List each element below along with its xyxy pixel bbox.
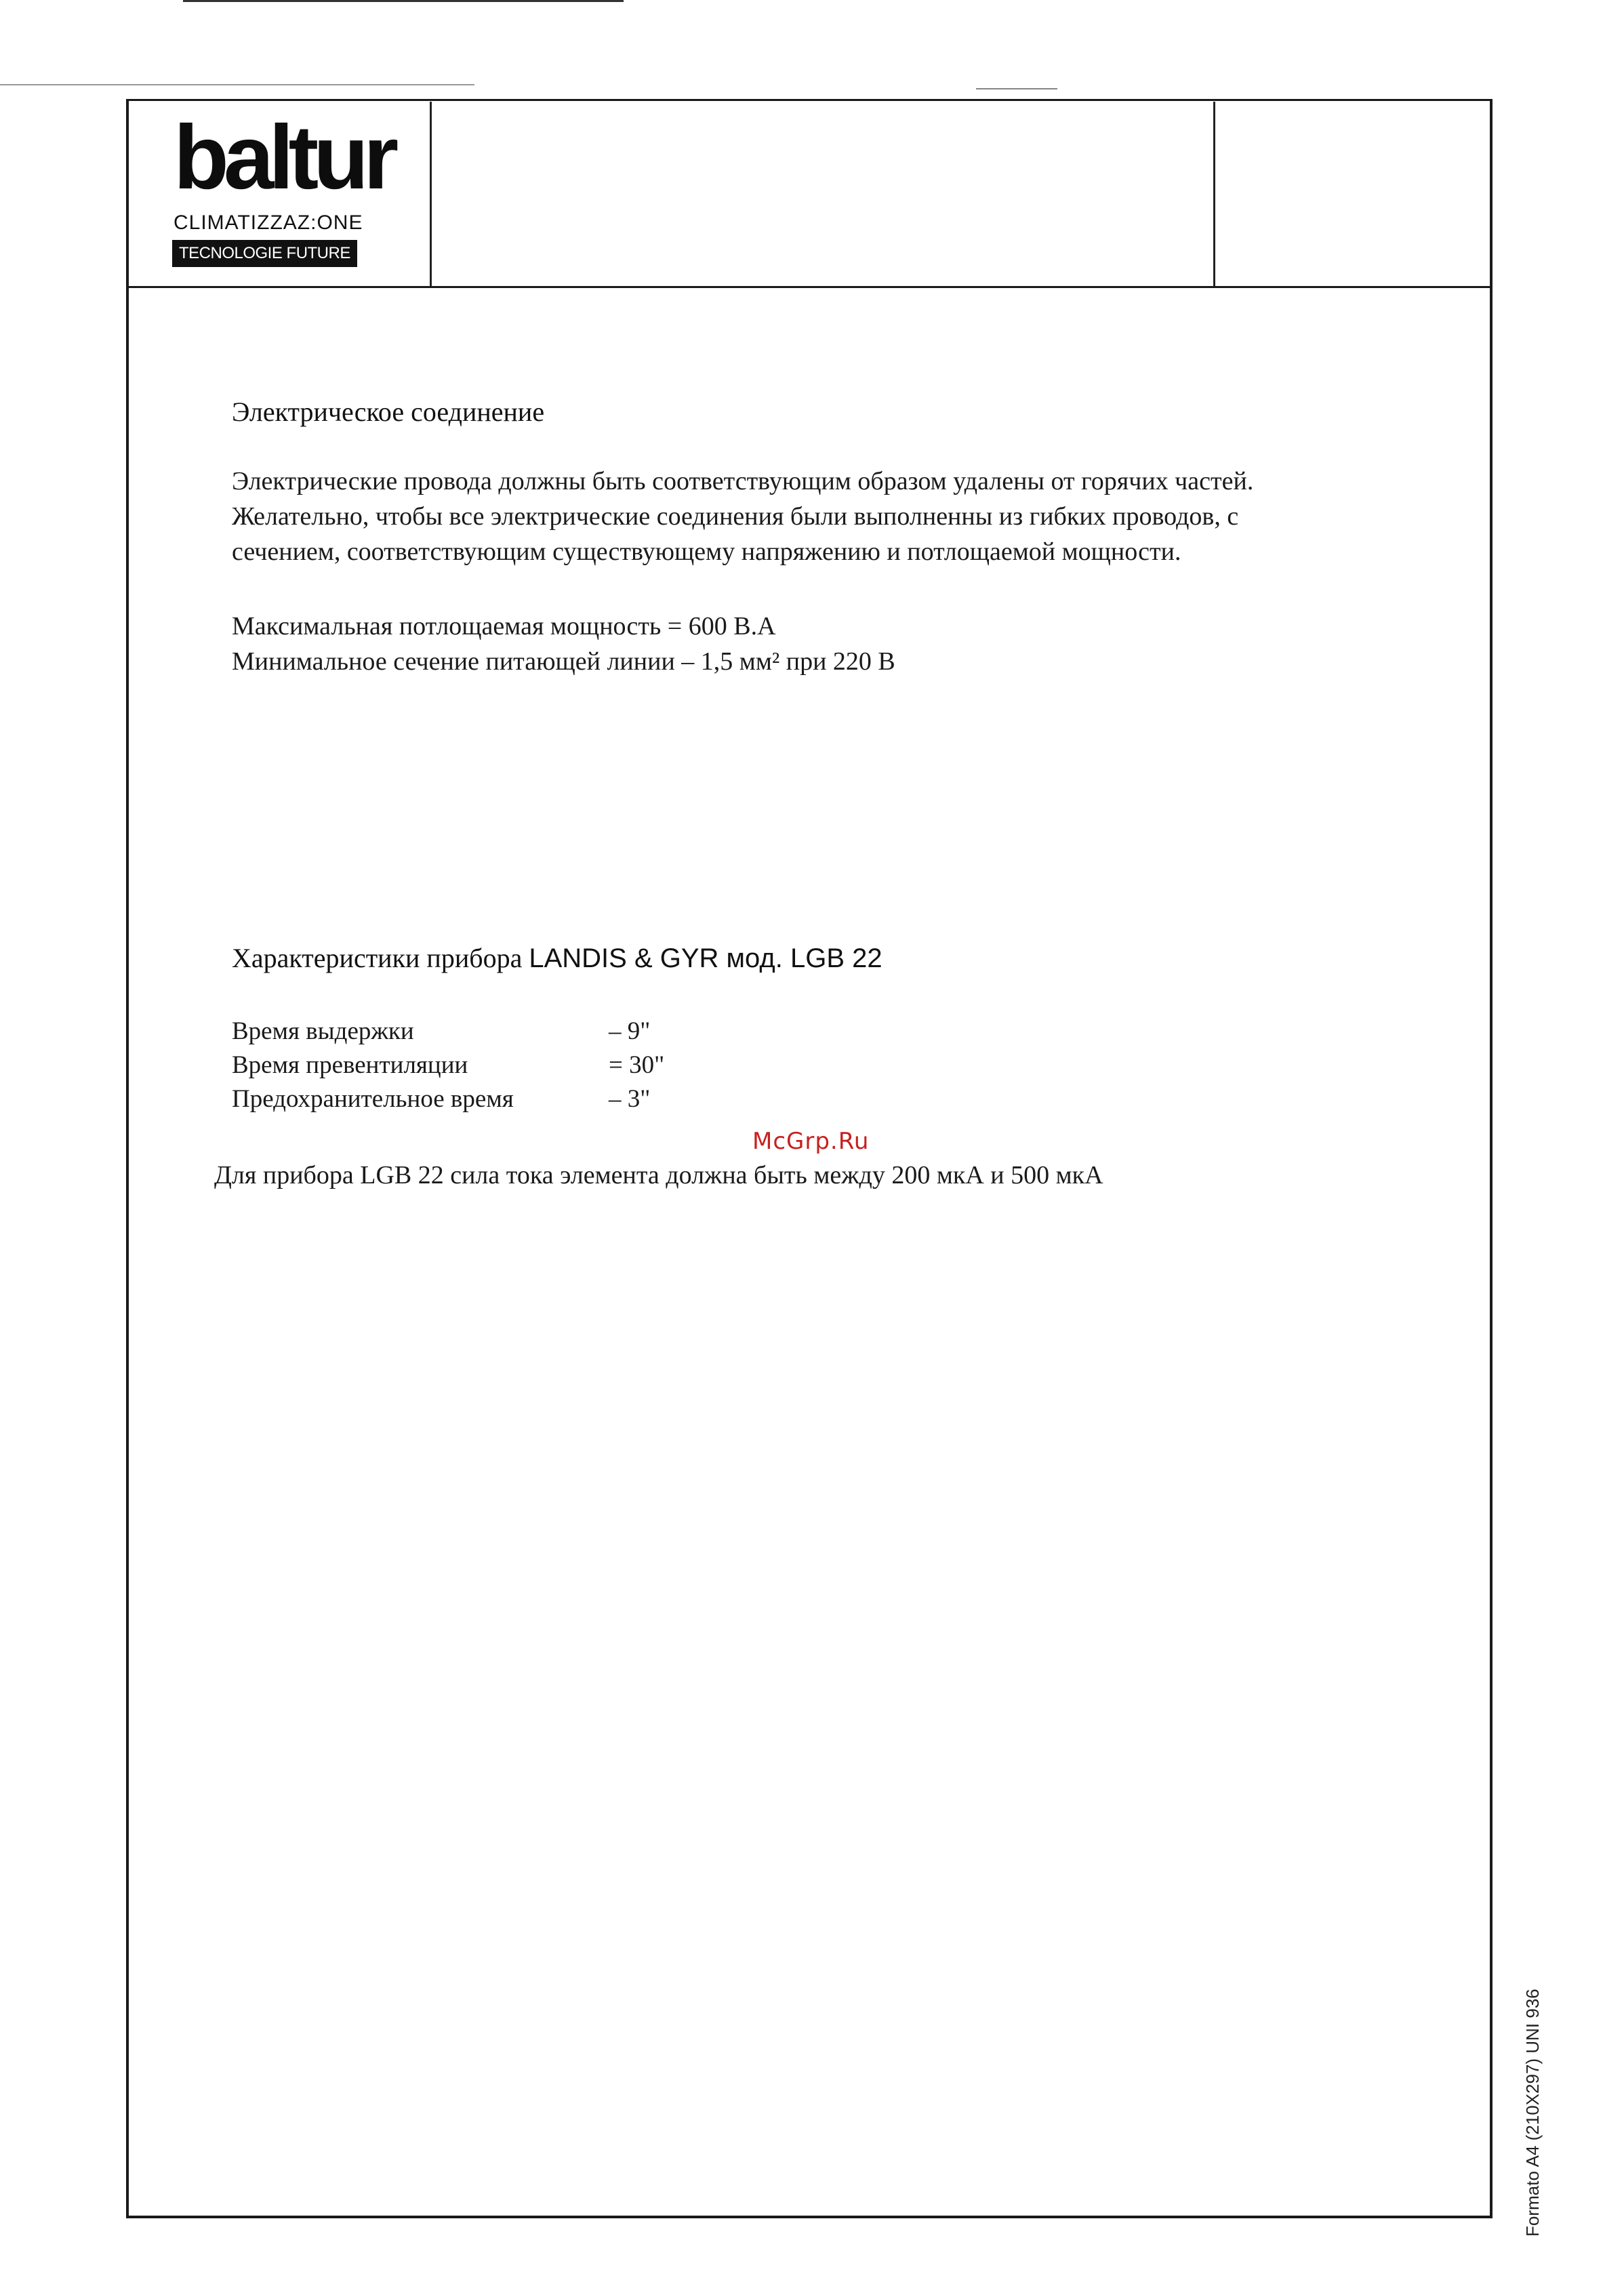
spec-label: Время выдержки (232, 1017, 414, 1045)
baltur-logo (174, 107, 411, 274)
min-section-line: Минимальное сечение питающей линии – 1,5 мм² при 220 В (232, 647, 895, 676)
spec-value: – 9" (609, 1017, 651, 1045)
device-section-title (232, 942, 882, 974)
spec-row (232, 1084, 651, 1114)
scan-artifact (0, 84, 474, 85)
device-note: Для прибора LGB 22 сила тока элемента должна быть между 200 мкА и 500 мкА (214, 1161, 1103, 1189)
logo-tagline: CLIMATIZZAZ:ONE (174, 211, 363, 234)
electrical-text-line-2: Желательно, чтобы все электрические соединения были выполненны из гибких проводов, с (232, 502, 1239, 531)
scan-artifact (183, 0, 624, 2)
spec-value: = 30" (609, 1051, 665, 1079)
format-label: Formato A4 (210X297) UNI 936 (1522, 1989, 1543, 2237)
logo-wordmark: baltur (174, 107, 394, 208)
spec-row (232, 1017, 651, 1046)
watermark: McGrp.Ru (752, 1128, 870, 1155)
spec-value: – 3" (609, 1085, 651, 1113)
electrical-text-line-1: Электрические провода должны быть соответствующим образом удалены от горячих частей. (232, 467, 1254, 495)
header-divider (126, 286, 1490, 288)
max-power-line: Максимальная потлощаемая мощность = 600 В.А (232, 612, 776, 640)
device-title-model: LANDIS & GYR мод. LGB 22 (529, 943, 882, 973)
electrical-text-line-3: сечением, соответствующим существующему напряжению и потлощаемой мощности. (232, 537, 1181, 566)
spec-label: Предохранительное время (232, 1085, 514, 1113)
spec-row (232, 1051, 665, 1080)
logo-divider (430, 102, 432, 286)
scan-artifact (976, 88, 1057, 89)
spec-label: Время превентиляции (232, 1051, 468, 1079)
header-right-divider (1213, 102, 1215, 286)
electrical-section-title: Электрическое соединение (232, 396, 545, 427)
device-title-prefix: Характеристики прибора (232, 943, 523, 973)
logo-badge: TECNOLOGIE FUTURE (172, 240, 357, 267)
